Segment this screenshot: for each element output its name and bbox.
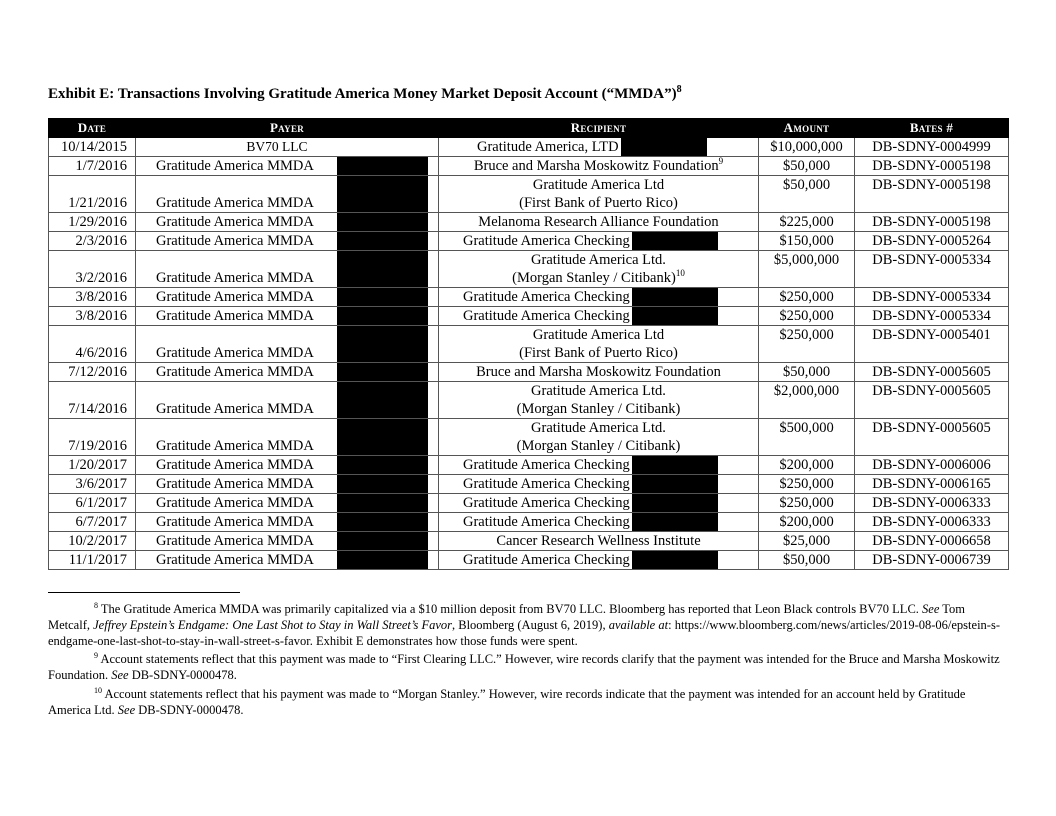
redaction-block [632, 288, 718, 306]
redaction-block [337, 288, 428, 306]
payer-text: Gratitude America MMDA [156, 233, 314, 249]
table-row [49, 307, 1009, 326]
table-row [49, 213, 1009, 232]
recipient-name: Bruce and Marsha Moskowitz Foundation [473, 158, 719, 174]
redaction-block [337, 157, 428, 175]
recipient-name: Gratitude America Ltd [532, 177, 665, 193]
date-cell: 10/2/2017 [49, 532, 136, 551]
redaction-block [337, 532, 428, 550]
table-row [49, 494, 1009, 513]
recipient-line [441, 475, 756, 493]
payer-text: Gratitude America MMDA [156, 552, 314, 568]
recipient-cell [439, 326, 759, 363]
table-header-row [49, 119, 1009, 138]
redaction-block [337, 213, 428, 231]
date-cell: 6/7/2017 [49, 513, 136, 532]
redaction-block [632, 232, 718, 250]
redaction-block [632, 307, 718, 325]
amount-cell: $10,000,000 [759, 138, 855, 157]
recipient-line [441, 363, 756, 381]
bates-cell: DB-SDNY-0005334 [855, 307, 1009, 326]
footnote-8 [48, 601, 1008, 649]
table-row [49, 551, 1009, 570]
amount-cell: $25,000 [759, 532, 855, 551]
payer-text: Gratitude America MMDA [156, 457, 314, 473]
date-cell: 10/14/2015 [49, 138, 136, 157]
payer-text: Gratitude America MMDA [156, 495, 314, 511]
amount-cell: $50,000 [759, 551, 855, 570]
bates-cell: DB-SDNY-0006165 [855, 475, 1009, 494]
payer-cell [136, 157, 439, 176]
date-cell: 1/7/2016 [49, 157, 136, 176]
amount-cell: $2,000,000 [759, 382, 855, 419]
date-cell: 11/1/2017 [49, 551, 136, 570]
header-payer: Payer [136, 119, 439, 138]
date-cell: 7/14/2016 [49, 382, 136, 419]
bates-cell: DB-SDNY-0005198 [855, 176, 1009, 213]
date-cell: 7/12/2016 [49, 363, 136, 382]
header-amount: Amount [759, 119, 855, 138]
recipient-name: Gratitude America Ltd. [531, 420, 666, 436]
footnote-9-text-b: DB-SDNY-0000478. [128, 668, 237, 682]
amount-cell: $5,000,000 [759, 251, 855, 288]
bates-cell: DB-SDNY-0006333 [855, 494, 1009, 513]
payer-text: Gratitude America MMDA [156, 270, 314, 286]
recipient-cell [439, 307, 759, 326]
date-cell: 2/3/2016 [49, 232, 136, 251]
footnote-8-text-a: The Gratitude America MMDA was primarily capitalized via a $10 million deposit from BV70 LLC. Bloomberg has reported that Leon Black controls BV70 LLC. [100, 602, 923, 616]
header-date: Date [49, 119, 136, 138]
payer-text: Gratitude America MMDA [156, 289, 314, 305]
recipient-name: Gratitude America Ltd [532, 327, 665, 343]
footnote-ref: 9 [718, 156, 724, 167]
recipient-name: Gratitude America, LTD [477, 139, 619, 155]
table-row [49, 326, 1009, 363]
bates-cell: DB-SDNY-0006006 [855, 456, 1009, 475]
recipient-name: Gratitude America Checking [463, 308, 630, 324]
recipient-name: Gratitude America Checking [463, 495, 630, 511]
recipient-cell [439, 288, 759, 307]
date-cell: 6/1/2017 [49, 494, 136, 513]
payer-text: BV70 LLC [246, 139, 308, 154]
bates-cell: DB-SDNY-0006658 [855, 532, 1009, 551]
footnote-ref: 10 [675, 268, 685, 279]
recipient-line [441, 551, 756, 569]
footnote-8-text-b: Tom Metcalf, [48, 602, 966, 632]
recipient-name: Melanoma Research Alliance Foundation [478, 214, 719, 230]
recipient-cell [439, 513, 759, 532]
payer-cell [136, 176, 439, 213]
payer-cell [136, 363, 439, 382]
footnote-10-text-a: Account statements reflect that his payment was made to “Morgan Stanley.” However, wire records indicate that the payment was intended for an account held by Gratitude America Ltd. [48, 687, 966, 717]
table-row [49, 288, 1009, 307]
recipient-bank: (First Bank of Puerto Rico) [519, 195, 678, 211]
recipient-line [441, 213, 756, 231]
recipient-cell [439, 213, 759, 232]
payer-text: Gratitude America MMDA [156, 476, 314, 492]
recipient-line [441, 494, 756, 512]
date-cell: 1/20/2017 [49, 456, 136, 475]
payer-cell [136, 475, 439, 494]
redaction-block [337, 475, 428, 493]
table-row [49, 419, 1009, 456]
payer-cell [136, 138, 439, 157]
recipient-cell [439, 551, 759, 570]
recipient-line [441, 232, 756, 250]
payer-cell [136, 551, 439, 570]
recipient-line [441, 400, 756, 418]
bates-cell: DB-SDNY-0005264 [855, 232, 1009, 251]
footnote-8-text-c: , Bloomberg (August 6, 2019), [452, 618, 609, 632]
payer-text: Gratitude America MMDA [156, 195, 314, 211]
bates-cell: DB-SDNY-0005198 [855, 157, 1009, 176]
amount-cell: $50,000 [759, 157, 855, 176]
redaction-block [337, 251, 428, 287]
exhibit-title [48, 86, 1008, 103]
header-recipient: Recipient [439, 119, 759, 138]
date-cell: 7/19/2016 [49, 419, 136, 456]
recipient-line [441, 307, 756, 325]
redaction-block [632, 494, 718, 512]
footnote-8-number: 8 [94, 600, 98, 610]
payer-text: Gratitude America MMDA [156, 533, 314, 549]
amount-cell: $225,000 [759, 213, 855, 232]
redaction-block [337, 363, 428, 381]
footnote-8-work-title: Jeffrey Epstein’s Endgame: One Last Shot to Stay in Wall Street’s Favor [93, 618, 452, 632]
recipient-name: Gratitude America Ltd. [531, 383, 666, 399]
bates-cell: DB-SDNY-0005401 [855, 326, 1009, 363]
recipient-name: Gratitude America Checking [463, 514, 630, 530]
bates-cell: DB-SDNY-0005198 [855, 213, 1009, 232]
date-cell: 3/2/2016 [49, 251, 136, 288]
date-cell: 3/8/2016 [49, 288, 136, 307]
footnote-rule [48, 592, 240, 593]
table-row [49, 363, 1009, 382]
amount-cell: $200,000 [759, 456, 855, 475]
recipient-name: Cancer Research Wellness Institute [496, 533, 701, 549]
date-cell: 1/21/2016 [49, 176, 136, 213]
recipient-bank: (Morgan Stanley / Citibank) [512, 270, 676, 286]
table-row [49, 157, 1009, 176]
table-row [49, 532, 1009, 551]
amount-cell: $250,000 [759, 307, 855, 326]
recipient-cell [439, 176, 759, 213]
bates-cell: DB-SDNY-0006333 [855, 513, 1009, 532]
bates-cell: DB-SDNY-0005334 [855, 251, 1009, 288]
payer-cell [136, 251, 439, 288]
recipient-cell [439, 456, 759, 475]
title-footnote-ref: 8 [676, 84, 682, 95]
redaction-block [632, 475, 718, 493]
bates-cell: DB-SDNY-0006739 [855, 551, 1009, 570]
payer-cell [136, 213, 439, 232]
payer-cell [136, 326, 439, 363]
recipient-cell [439, 419, 759, 456]
bates-cell: DB-SDNY-0005334 [855, 288, 1009, 307]
bates-cell: DB-SDNY-0004999 [855, 138, 1009, 157]
recipient-line [441, 326, 756, 344]
recipient-name: Gratitude America Checking [463, 233, 630, 249]
payer-text: Gratitude America MMDA [156, 308, 314, 324]
recipient-cell [439, 382, 759, 419]
payer-text: Gratitude America MMDA [156, 401, 314, 417]
table-row [49, 176, 1009, 213]
amount-cell: $50,000 [759, 176, 855, 213]
table-row [49, 513, 1009, 532]
footnote-10-number: 10 [94, 685, 102, 695]
table-row [49, 456, 1009, 475]
recipient-cell [439, 157, 759, 176]
payer-cell [136, 456, 439, 475]
header-bates: Bates # [855, 119, 1009, 138]
redaction-block [337, 307, 428, 325]
redaction-block [337, 326, 428, 362]
payer-cell [136, 532, 439, 551]
recipient-line [441, 251, 756, 269]
recipient-cell [439, 475, 759, 494]
recipient-name: Gratitude America Checking [463, 289, 630, 305]
redaction-block [621, 138, 707, 156]
footnote-9-number: 9 [94, 650, 98, 660]
payer-cell [136, 494, 439, 513]
recipient-line [441, 456, 756, 474]
recipient-line [441, 288, 756, 306]
recipient-line [441, 269, 756, 287]
amount-cell: $250,000 [759, 288, 855, 307]
payer-text: Gratitude America MMDA [156, 438, 314, 454]
amount-cell: $200,000 [759, 513, 855, 532]
footnote-9-see: See [111, 668, 129, 682]
footnote-9-text-a: Account statements reflect that this payment was made to “First Clearing LLC.” However, wire records clarify that the payment was intended for the Bruce and Marsha Moskowitz Foundation. [48, 652, 1000, 682]
exhibit-title-text: Exhibit E: Transactions Involving Gratitude America Money Market Deposit Account (“MMDA”) [48, 86, 677, 102]
table-row [49, 138, 1009, 157]
recipient-cell [439, 494, 759, 513]
footnote-8-see: See [922, 602, 940, 616]
amount-cell: $500,000 [759, 419, 855, 456]
redaction-block [337, 176, 428, 212]
redaction-block [632, 551, 718, 569]
footnote-10-text-b: DB-SDNY-0000478. [135, 703, 244, 717]
recipient-line [441, 513, 756, 531]
payer-text: Gratitude America MMDA [156, 514, 314, 530]
footnote-10-see: See [117, 703, 136, 717]
table-row [49, 232, 1009, 251]
table-body [49, 138, 1009, 570]
date-cell: 3/6/2017 [49, 475, 136, 494]
recipient-cell [439, 232, 759, 251]
payer-text: Gratitude America MMDA [156, 364, 314, 380]
footnote-8-text-d: : https://www.bloomberg.com/news/articles/2019-08-06/epstein-s-endgame-one-last-shot-to-stay-in-wall-street-s-favor. Exhibit E demonstrates how those funds were spent. [48, 618, 1000, 648]
recipient-name: Bruce and Marsha Moskowitz Foundation [476, 364, 721, 380]
transactions-table [48, 118, 1009, 570]
amount-cell: $250,000 [759, 494, 855, 513]
footnote-10 [48, 686, 1008, 718]
redaction-block [337, 232, 428, 250]
bates-cell: DB-SDNY-0005605 [855, 419, 1009, 456]
recipient-line [441, 382, 756, 400]
redaction-block [337, 382, 428, 418]
recipient-line [441, 532, 756, 550]
table-row [49, 251, 1009, 288]
redaction-block [337, 551, 428, 569]
payer-cell [136, 513, 439, 532]
bates-cell: DB-SDNY-0005605 [855, 363, 1009, 382]
redaction-block [337, 456, 428, 474]
payer-cell [136, 382, 439, 419]
recipient-cell [439, 532, 759, 551]
redaction-block [337, 494, 428, 512]
recipient-name: Gratitude America Ltd. [531, 252, 666, 268]
table-row [49, 382, 1009, 419]
recipient-bank: (Morgan Stanley / Citibank) [516, 401, 681, 417]
recipient-line [441, 138, 756, 156]
payer-cell [136, 307, 439, 326]
redaction-block [337, 513, 428, 531]
recipient-name: Gratitude America Checking [463, 457, 630, 473]
redaction-block [632, 456, 718, 474]
payer-text: Gratitude America MMDA [156, 214, 314, 230]
table-row [49, 475, 1009, 494]
amount-cell: $250,000 [759, 475, 855, 494]
recipient-cell [439, 138, 759, 157]
recipient-bank: (First Bank of Puerto Rico) [519, 345, 678, 361]
recipient-line [441, 176, 756, 194]
date-cell: 1/29/2016 [49, 213, 136, 232]
recipient-cell [439, 363, 759, 382]
payer-text: Gratitude America MMDA [156, 345, 314, 361]
recipient-line [441, 157, 756, 175]
recipient-line [441, 194, 756, 212]
recipient-bank: (Morgan Stanley / Citibank) [516, 438, 681, 454]
amount-cell: $150,000 [759, 232, 855, 251]
recipient-name: Gratitude America Checking [463, 552, 630, 568]
recipient-name: Gratitude America Checking [463, 476, 630, 492]
redaction-block [337, 419, 428, 455]
date-cell: 3/8/2016 [49, 307, 136, 326]
date-cell: 4/6/2016 [49, 326, 136, 363]
footnote-9 [48, 651, 1008, 683]
payer-cell [136, 288, 439, 307]
payer-cell [136, 419, 439, 456]
bates-cell: DB-SDNY-0005605 [855, 382, 1009, 419]
footnote-8-available-at: available at [608, 618, 669, 632]
amount-cell: $250,000 [759, 326, 855, 363]
recipient-line [441, 344, 756, 362]
recipient-cell [439, 251, 759, 288]
redaction-block [632, 513, 718, 531]
payer-cell [136, 232, 439, 251]
amount-cell: $50,000 [759, 363, 855, 382]
recipient-line [441, 419, 756, 437]
payer-text: Gratitude America MMDA [156, 158, 314, 174]
recipient-line [441, 437, 756, 455]
